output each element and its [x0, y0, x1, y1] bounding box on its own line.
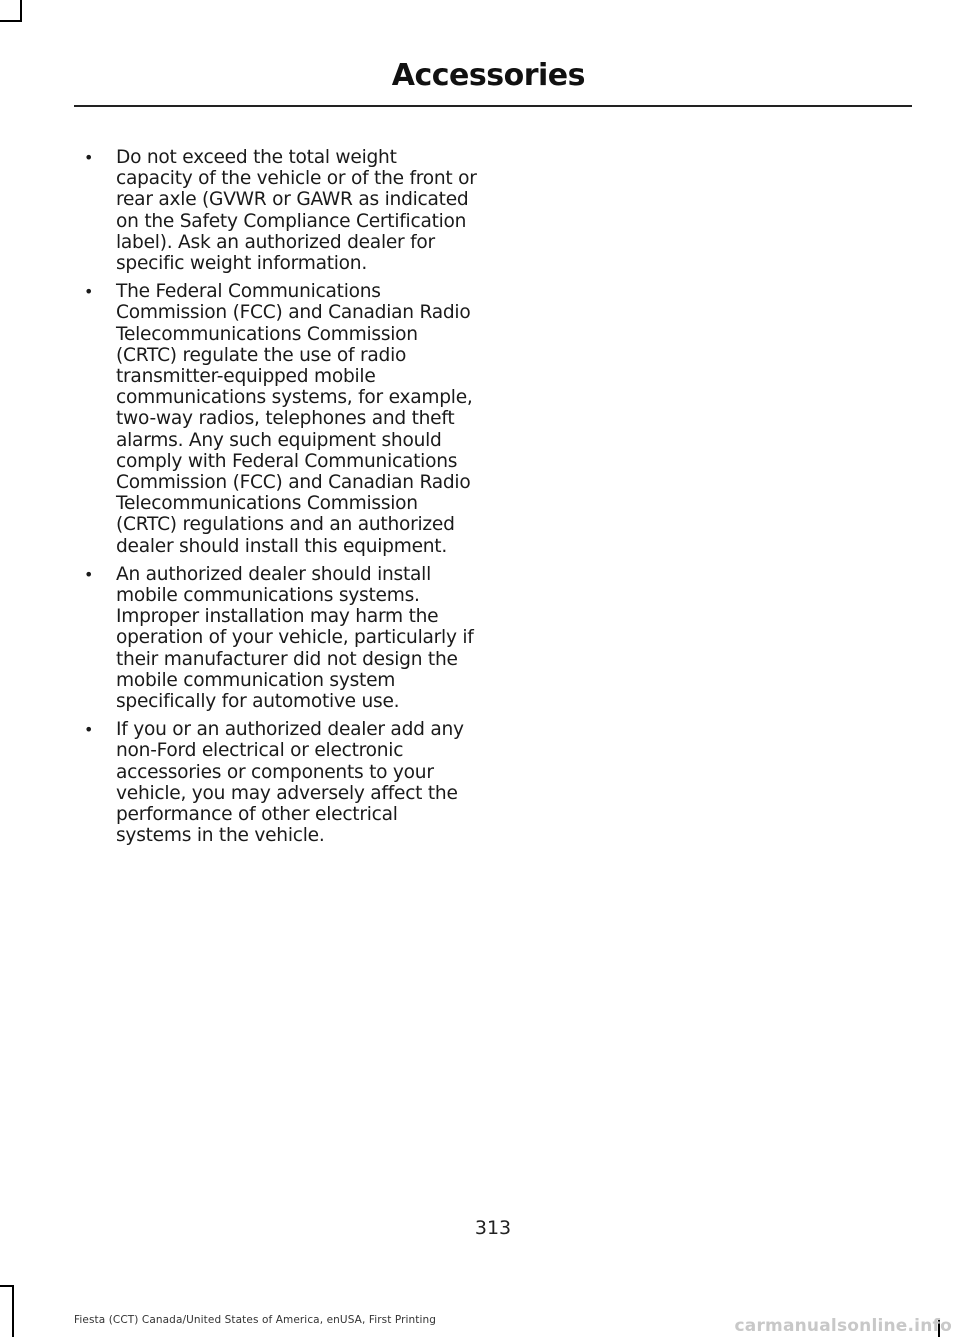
bullet-icon: •	[84, 148, 94, 167]
crop-mark-top-left-horizontal	[0, 20, 22, 22]
edition-footer: Fiesta (CCT) Canada/United States of America, enUSA, First Printing	[74, 1314, 437, 1326]
crop-mark-bottom-left-horizontal	[0, 1285, 14, 1287]
watermark: carmanualsonline.info	[734, 1316, 952, 1336]
bullet-icon: •	[84, 564, 94, 584]
bullet-icon: •	[84, 282, 94, 302]
bullet-list	[74, 147, 478, 854]
list-item-text: The Federal Communications Commission (FCC) and Canadian Radio Telecommunications Commission (CRTC) regulate the use of radio transmitter-equipped mobile communications systems, for example, two-way radios, telephones and theft alarms. Any such equipment should comply with Federal Communications Commission (FCC) and Canadian Radio Telecommunications Commission (CRTC) regulations and an authorized dealer should install this equipment.	[116, 281, 473, 557]
list-item-text: An authorized dealer should install mobile communications systems. Improper installation may harm the operation of your vehicle, particularly if their manufacturer did not design the mobile communication system specifically for automotive use.	[116, 563, 474, 713]
list-item	[74, 719, 478, 846]
list-item	[74, 147, 478, 274]
page-number: 313	[474, 1217, 512, 1239]
bullet-icon: •	[84, 720, 94, 740]
crop-mark-bottom-left-vertical	[12, 1285, 14, 1337]
list-item-text: Do not exceed the total weight capacity of the vehicle or of the front or rear axle (GVWR or GAWR as indicated on the Safety Compliance Certification label). Ask an authorized dealer for specific weight information.	[116, 147, 477, 275]
header-rule	[74, 105, 912, 107]
page-title: Accessories	[391, 58, 585, 93]
list-item-text: If you or an authorized dealer add any non-Ford electrical or electronic accessories or components to your vehicle, you may adversely affect the performance of other electrical systems in the vehicle.	[116, 719, 464, 847]
crop-mark-top-left-vertical	[20, 0, 22, 22]
list-item	[74, 281, 478, 557]
list-item	[74, 564, 478, 712]
